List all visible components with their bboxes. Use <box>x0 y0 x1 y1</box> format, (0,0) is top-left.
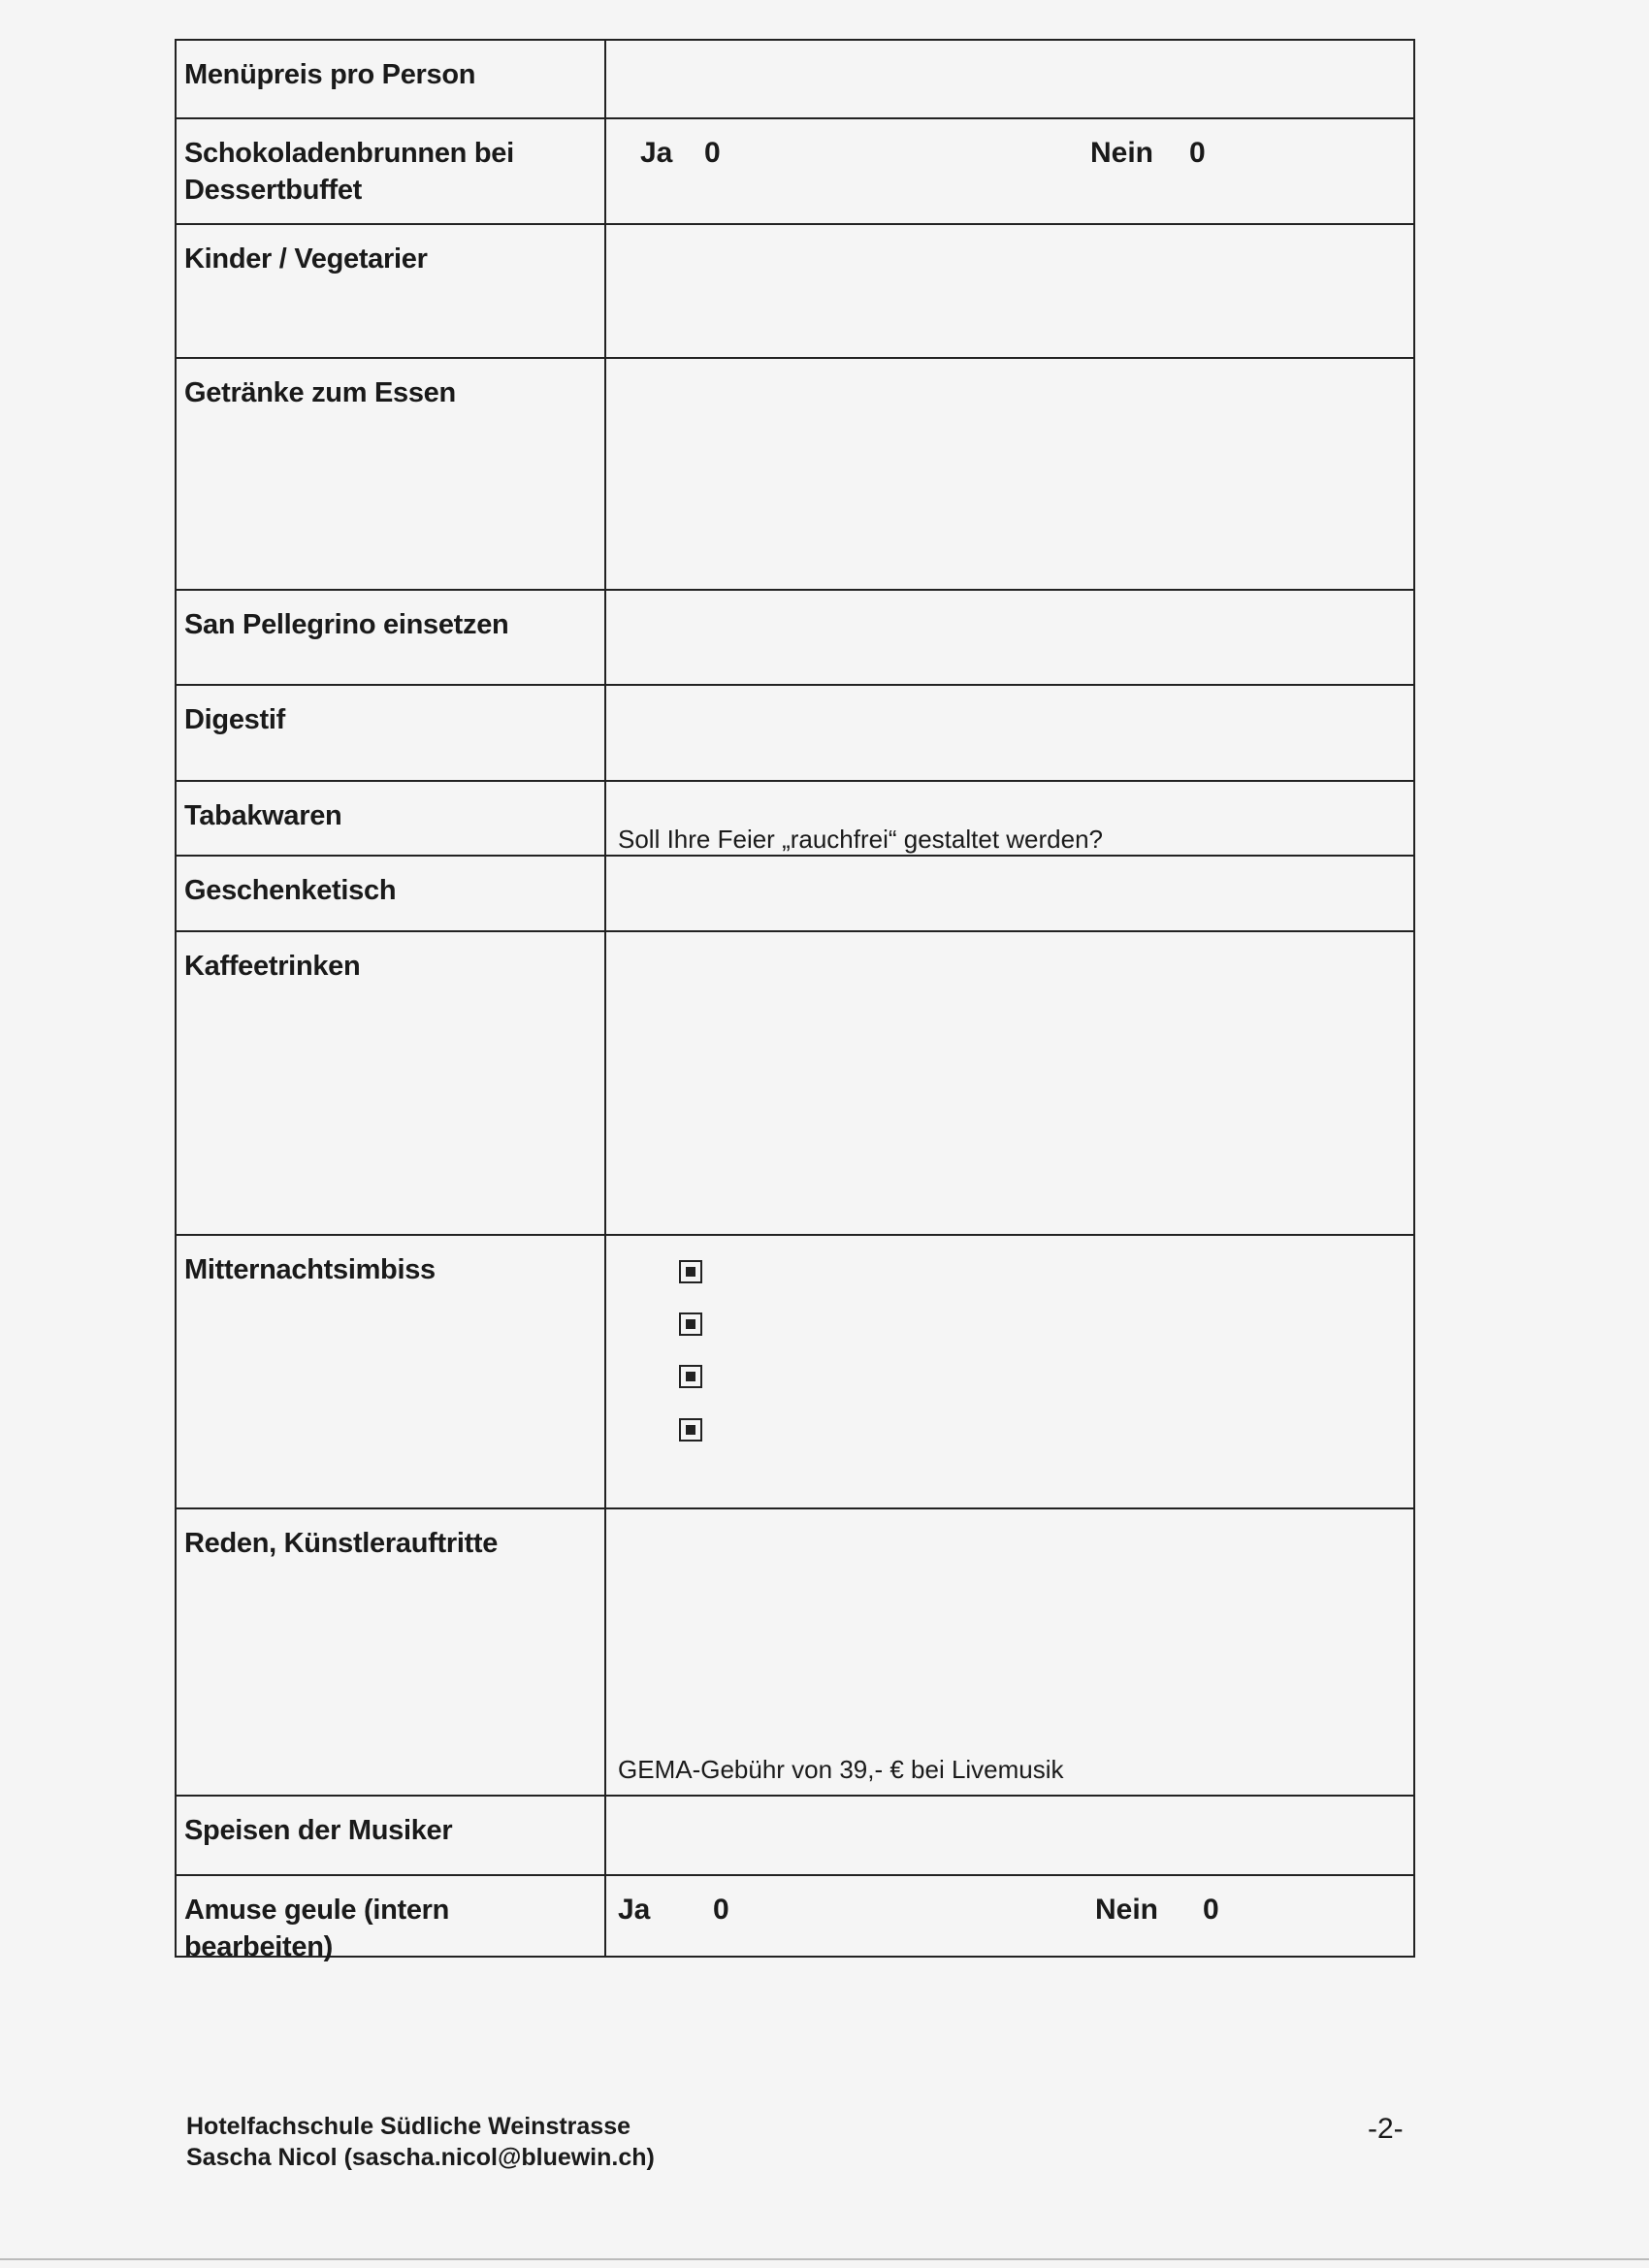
value-cell[interactable] <box>606 1797 1413 1874</box>
smoke-free-note: Soll Ihre Feier „rauchfrei“ gestaltet werden? <box>618 825 1104 854</box>
footer-school: Hotelfachschule Südliche Weinstrasse <box>186 2113 631 2140</box>
no-label: Nein <box>1095 1894 1159 1926</box>
yes-option[interactable]: 0 <box>713 1894 729 1926</box>
yes-label: Ja <box>618 1894 651 1926</box>
checkbox[interactable] <box>679 1312 702 1336</box>
row-gift-table <box>175 855 1415 930</box>
row-label: Speisen der Musiker <box>184 1815 453 1846</box>
row-label: Schokoladenbrunnen bei Dessertbuffet <box>184 138 514 206</box>
row-label: San Pellegrino einsetzen <box>184 609 509 640</box>
row-midnight-snack <box>175 1234 1415 1507</box>
row-children-vegetarians <box>175 223 1415 357</box>
footer-contact: Sascha Nicol (sascha.nicol@bluewin.ch) <box>186 2144 655 2171</box>
value-cell[interactable] <box>606 591 1413 684</box>
value-cell <box>606 1876 1413 1956</box>
row-menu-price <box>175 39 1415 117</box>
row-label: Tabakwaren <box>184 800 342 831</box>
value-cell[interactable] <box>606 932 1413 1234</box>
value-cell[interactable] <box>606 1509 1413 1795</box>
row-musicians-meals <box>175 1795 1415 1874</box>
value-cell[interactable] <box>606 686 1413 780</box>
no-label: Nein <box>1090 137 1154 169</box>
value-cell[interactable] <box>606 782 1413 855</box>
row-label: Kinder / Vegetarier <box>184 243 428 275</box>
row-label: Getränke zum Essen <box>184 377 456 408</box>
row-label: Kaffeetrinken <box>184 951 361 982</box>
checkbox[interactable] <box>679 1365 702 1388</box>
row-label: Reden, Künstlerauftritte <box>184 1528 499 1559</box>
row-label: Mitternachtsimbiss <box>184 1254 436 1285</box>
checkbox[interactable] <box>679 1418 702 1442</box>
row-label: Amuse geule (intern bearbeiten) <box>184 1895 450 1962</box>
no-option[interactable]: 0 <box>1203 1894 1219 1926</box>
row-san-pellegrino <box>175 589 1415 684</box>
gema-fee-note: GEMA-Gebühr von 39,- € bei Livemusik <box>618 1755 1064 1784</box>
value-cell <box>606 1236 1413 1507</box>
value-cell[interactable] <box>606 857 1413 930</box>
no-option[interactable]: 0 <box>1189 137 1206 169</box>
yes-label: Ja <box>640 137 673 169</box>
value-cell <box>606 119 1413 223</box>
row-label: Digestif <box>184 704 285 735</box>
page-number: -2- <box>1368 2113 1404 2145</box>
row-coffee <box>175 930 1415 1234</box>
value-cell[interactable] <box>606 359 1413 589</box>
row-digestif <box>175 684 1415 780</box>
row-label: Menüpreis pro Person <box>184 59 476 90</box>
page-edge <box>0 2258 1649 2260</box>
row-label: Geschenketisch <box>184 875 397 906</box>
row-drinks <box>175 357 1415 589</box>
row-tobacco <box>175 780 1415 855</box>
row-amuse-bouche <box>175 1874 1415 1962</box>
yes-option[interactable]: 0 <box>704 137 721 169</box>
row-chocolate-fountain <box>175 117 1415 223</box>
checkbox[interactable] <box>679 1260 702 1283</box>
value-cell[interactable] <box>606 41 1413 117</box>
value-cell[interactable] <box>606 225 1413 357</box>
row-speeches-artists <box>175 1507 1415 1795</box>
